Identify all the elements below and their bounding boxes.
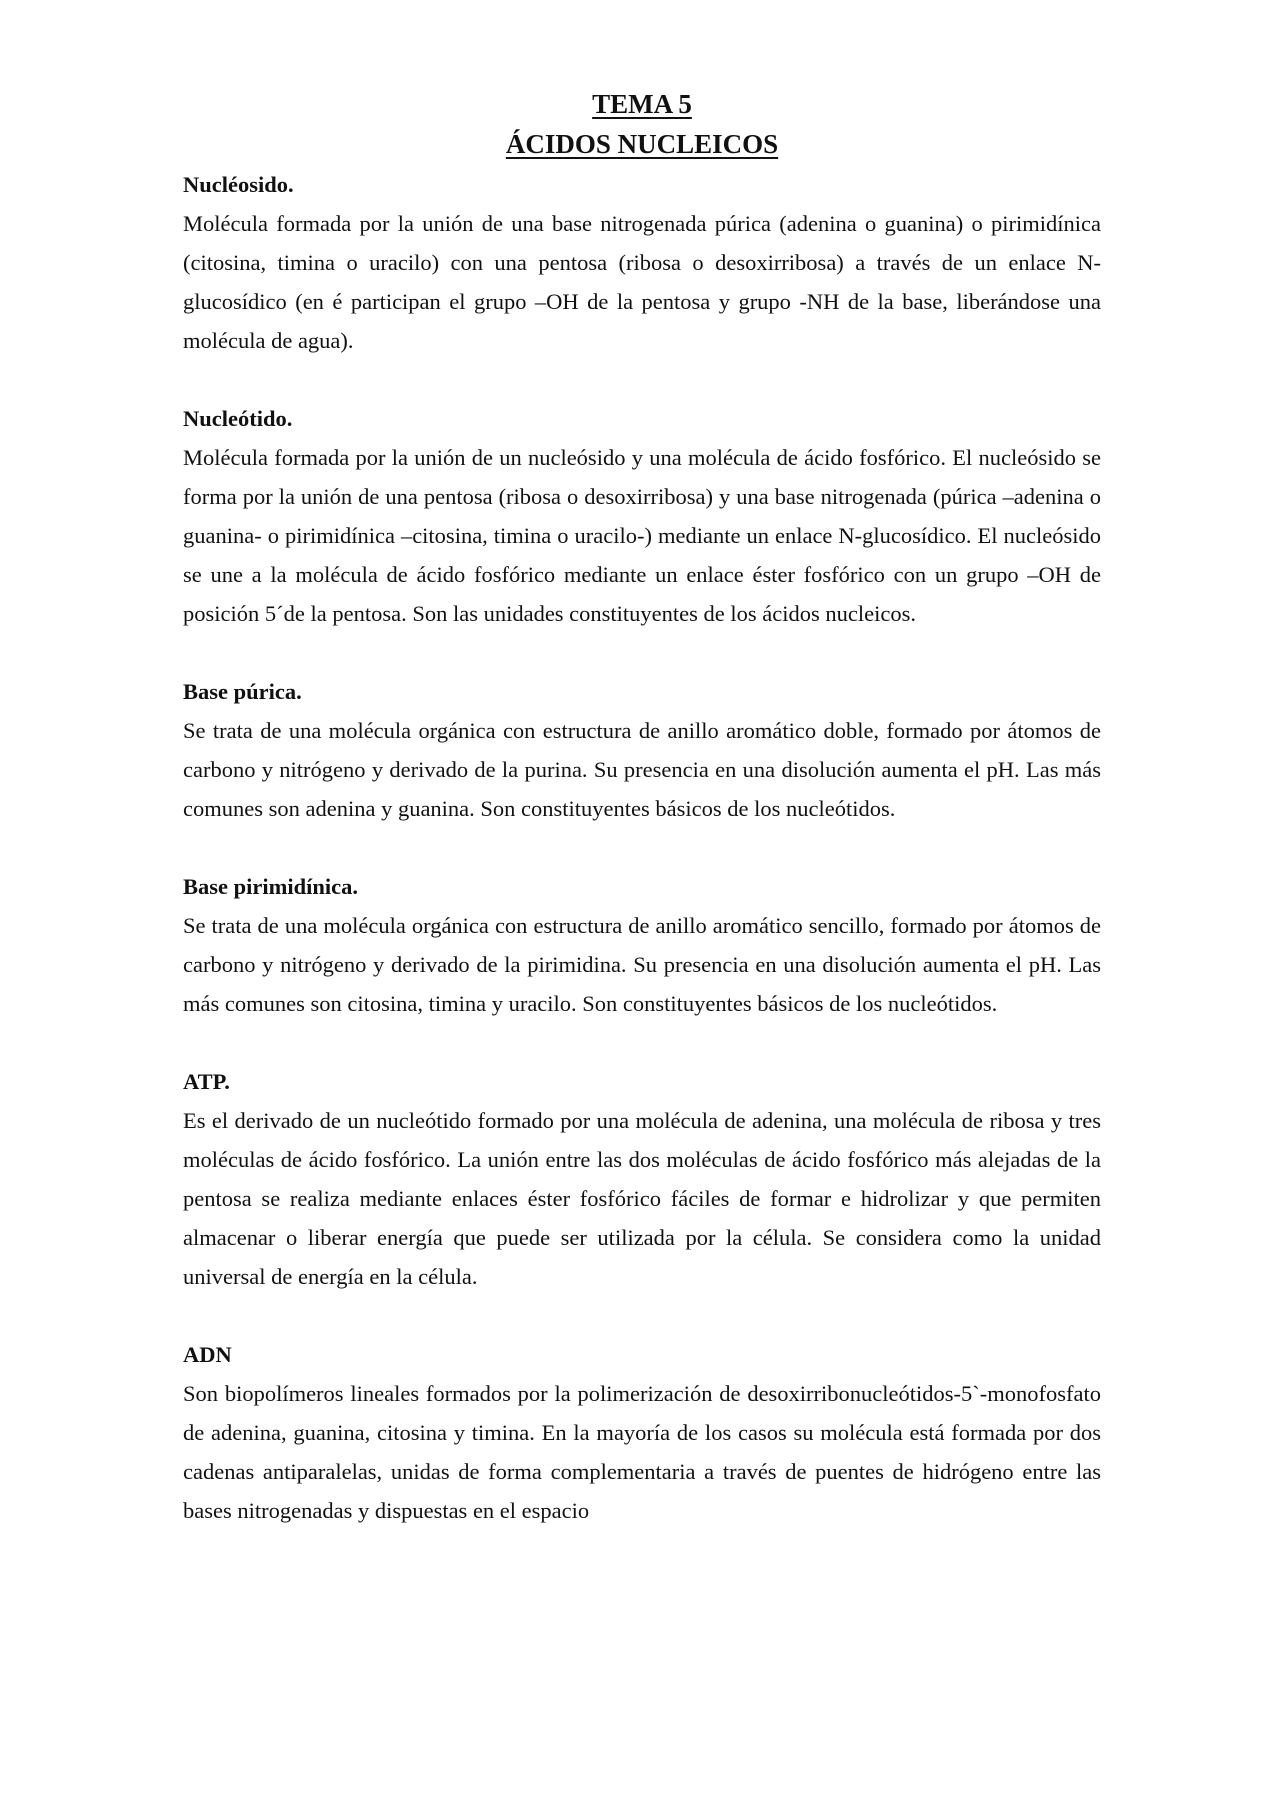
section-text: Es el derivado de un nucleótido formado por una molécula de adenina, una molécula de ribosa y tres moléculas de ácido fosfórico. La unión entre las dos moléculas de ácido fosfórico más alejadas de la pentosa se realiza mediante enlaces éster fosfórico fáciles de formar e hidrolizar y que permiten almacenar o liberar energía que puede ser utilizada por la célula. Se considera como la unidad universal de energía en la célula.	[183, 1108, 1101, 1289]
section-text: Molécula formada por la unión de una base nitrogenada púrica (adenina o guanina) o pirimidínica (citosina, timina o uracilo) con una pentosa (ribosa o desoxirribosa) a través de un enlace N-glucosídico (en é participan el grupo –OH de la pentosa y grupo -NH de la base, liberándose una molécula de agua).	[183, 211, 1101, 353]
section-base-pirimidinica	[183, 867, 1101, 1023]
section-text: Se trata de una molécula orgánica con estructura de anillo aromático doble, formado por átomos de carbono y nitrógeno y derivado de la purina. Su presencia en una disolución aumenta el pH. Las más comunes son adenina y guanina. Son constituyentes básicos de los nucleótidos.	[183, 718, 1101, 821]
section-nucleotido	[183, 399, 1101, 633]
section-adn	[183, 1335, 1101, 1530]
document-header	[183, 84, 1101, 164]
section-heading: Nucleótido.	[183, 406, 293, 431]
document-page	[183, 84, 1101, 1530]
section-text: Se trata de una molécula orgánica con estructura de anillo aromático sencillo, formado por átomos de carbono y nitrógeno y derivado de la pirimidina. Su presencia en una disolución aumenta el pH. Las más comunes son citosina, timina y uracilo. Son constituyentes básicos de los nucleótidos.	[183, 913, 1101, 1016]
section-base-purica	[183, 672, 1101, 828]
section-heading: Base pirimidínica.	[183, 874, 359, 899]
section-atp	[183, 1062, 1101, 1296]
topic-number: TEMA 5	[592, 89, 692, 119]
section-text: Molécula formada por la unión de un nucleósido y una molécula de ácido fosfórico. El nucleósido se forma por la unión de una pentosa (ribosa o desoxirribosa) y una base nitrogenada (púrica –adenina o guanina- o pirimidínica –citosina, timina o uracilo-) mediante un enlace N-glucosídico. El nucleósido se une a la molécula de ácido fosfórico mediante un enlace éster fosfórico con un grupo –OH de posición 5´de la pentosa. Son las unidades constituyentes de los ácidos nucleicos.	[183, 445, 1101, 626]
section-heading: Nucléosido.	[183, 172, 294, 197]
section-text: Son biopolímeros lineales formados por la polimerización de desoxirribonucleótidos-5`-monofosfato de adenina, guanina, citosina y timina. En la mayoría de los casos su molécula está formada por dos cadenas antiparalelas, unidas de forma complementaria a través de puentes de hidrógeno entre las bases nitrogenadas y dispuestas en el espacio	[183, 1381, 1101, 1523]
section-heading: ADN	[183, 1342, 232, 1367]
page-title: ÁCIDOS NUCLEICOS	[505, 129, 779, 159]
section-nucleosido	[183, 165, 1101, 360]
section-heading: Base púrica.	[183, 679, 302, 704]
section-heading: ATP.	[183, 1069, 230, 1094]
